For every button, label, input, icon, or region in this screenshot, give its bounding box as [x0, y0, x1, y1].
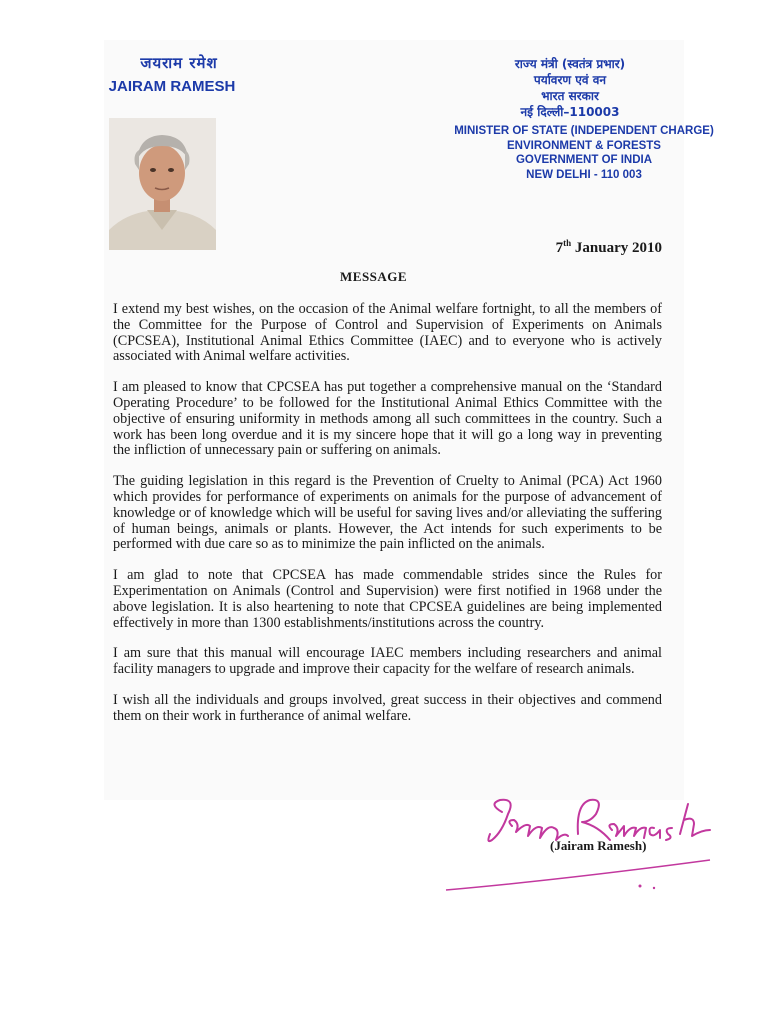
office-english-line: GOVERNMENT OF INDIA: [515, 154, 653, 166]
portrait-illustration: [109, 118, 216, 250]
letter-date: [480, 238, 662, 257]
paragraph: I am pleased to know that CPCSEA has put together a comprehensive manual on the ‘Standard Operating Procedure’ to be followed for the Institutional Animal Ethics Committee with the objective of ensuring uniformity in methods among all such committees in the country. Such a work has been long overdue and it is my sincere hope that it will go a long way in preventing the infliction of unnecessary pain or suffering on animals.: [113, 379, 662, 459]
message-title: MESSAGE: [340, 269, 408, 284]
paragraph: I wish all the individuals and groups involved, great success in their objectives and commend them on their work in furtherance of animal welfare.: [113, 691, 662, 724]
date-rest: January 2010: [571, 240, 662, 256]
paragraph: I extend my best wishes, on the occasion of the Animal welfare fortnight, to all the members of the Committee for the Purpose of Control and Supervision of Experiments on Animals (CPCSEA), Institutional Animal Ethics Committee (IAEC) and to everyone who is actively associated with Animal welfare activities.: [113, 301, 662, 365]
office-hindi-line: पर्यावरण एवं वन: [533, 73, 607, 87]
paragraph: I am sure that this manual will encourage IAEC members including researchers and animal facility managers to upgrade and improve their capacity for the welfare of research animals.: [113, 645, 662, 678]
paragraph: I am glad to note that CPCSEA has made commendable strides since the Rules for Experimentation on Animals (Control and Supervision) were first notified in 1968 under the above legislation. It is also heartening to note that CPCSEA guidelines are being implemented effectively in more than 1300 establishments/institutions across the country.: [113, 567, 662, 631]
signatory-name: (Jairam Ramesh): [550, 838, 647, 853]
office-english: [444, 124, 724, 182]
office-hindi: [470, 56, 670, 120]
portrait-photo: [109, 118, 216, 250]
office-english-line: MINISTER OF STATE (INDEPENDENT CHARGE): [454, 125, 714, 137]
date-day: 7: [555, 240, 564, 256]
message-body: [113, 302, 662, 740]
date-suffix: th: [563, 238, 572, 248]
name-hindi: जयराम रमेश: [140, 54, 218, 72]
office-hindi-line: भारत सरकार: [541, 89, 599, 103]
office-english-line: NEW DELHI - 110 003: [526, 168, 642, 181]
office-english-line: ENVIRONMENT & FORESTS: [507, 139, 661, 152]
paragraph: The guiding legislation in this regard is the Prevention of Cruelty to Animal (PCA) Act 1960 which provides for performance of experiments on animals for the purpose of advancement of knowledge or of knowledge which will be useful for saving lives and/or alleviating the suffering of human beings, animals or plants. However, the Act intends for such experiments to be performed with due care so as to minimize the pain inflicted on the animals.: [113, 473, 662, 553]
name-english: JAIRAM RAMESH: [108, 78, 236, 95]
office-hindi-line: नई दिल्ली–110003: [520, 105, 620, 119]
office-hindi-line: राज्य मंत्री (स्वतंत्र प्रभार): [514, 57, 626, 71]
